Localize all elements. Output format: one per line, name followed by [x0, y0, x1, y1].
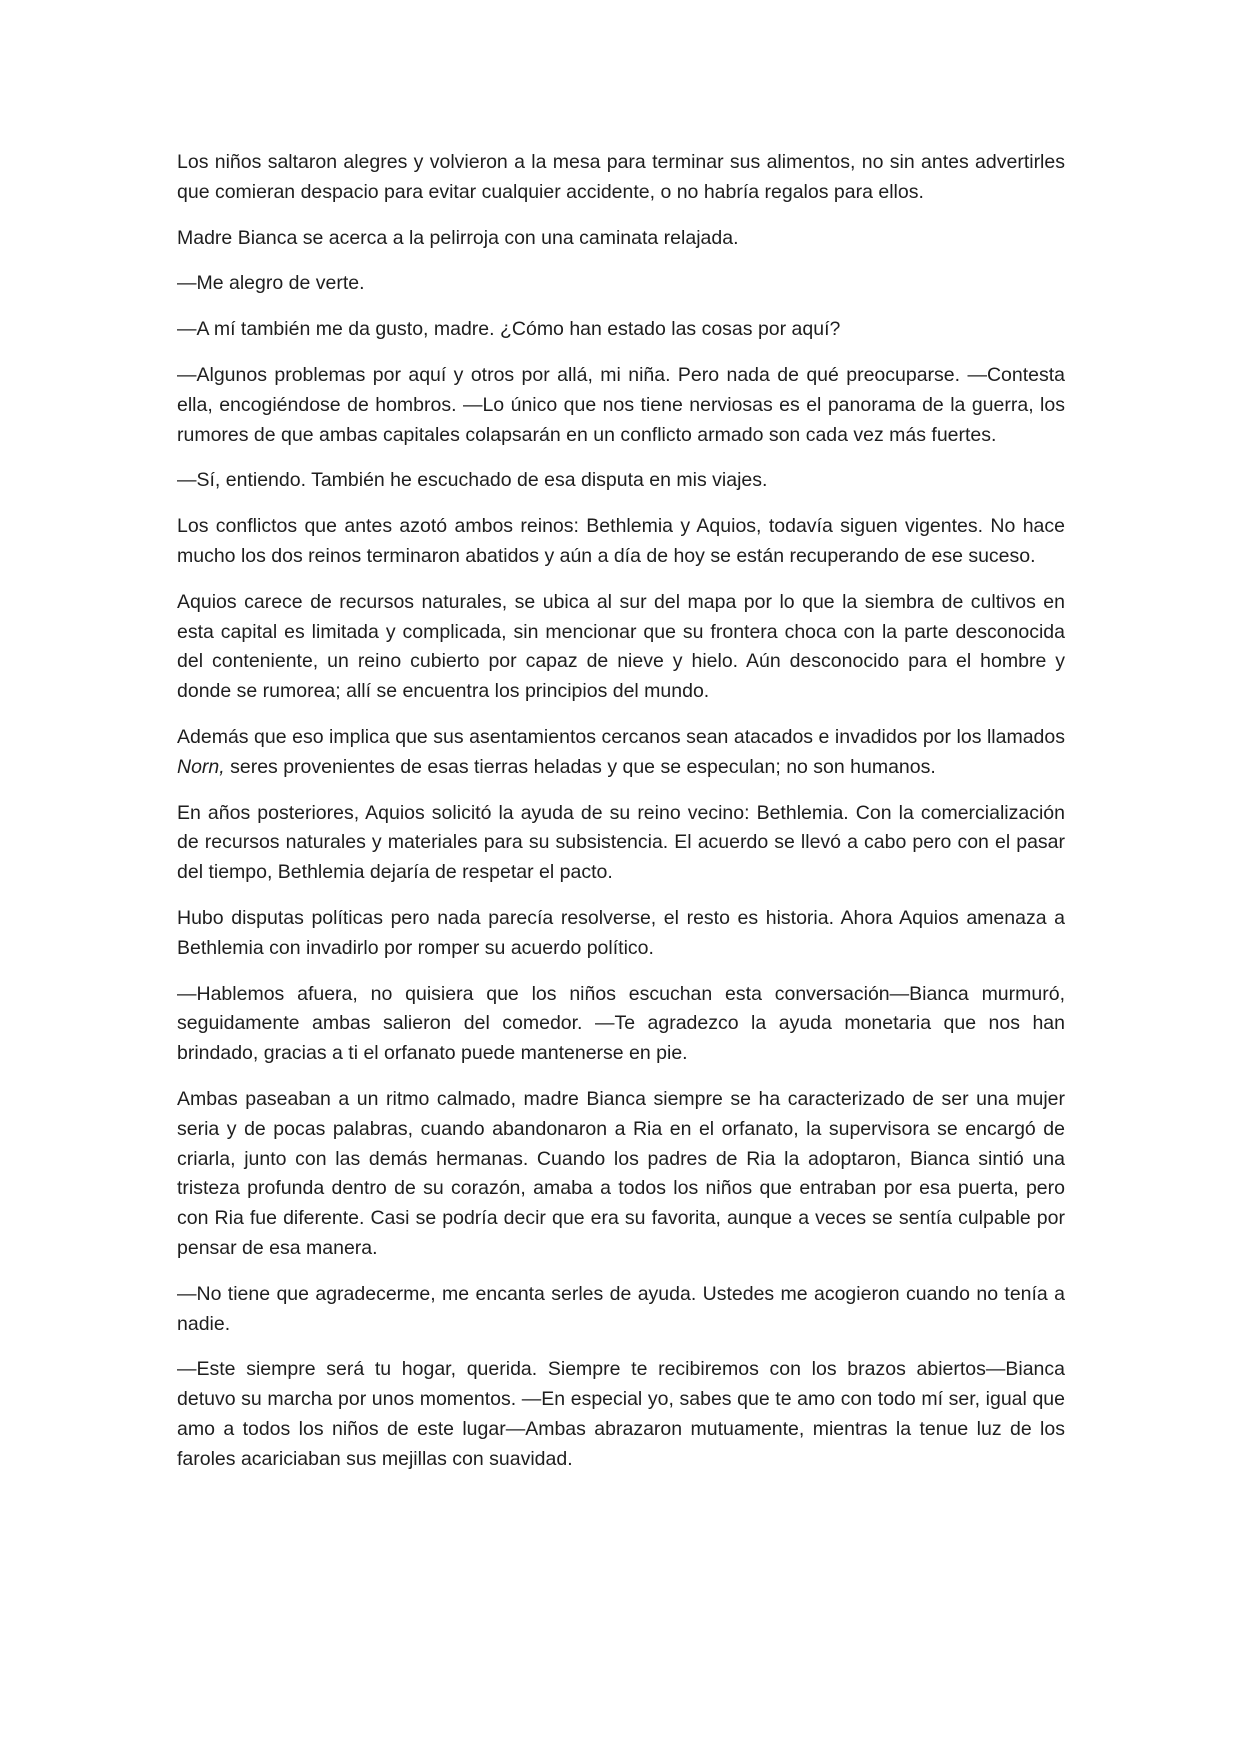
paragraph: Los niños saltaron alegres y volvieron a la mesa para terminar sus alimentos, no sin antes advertirles que comieran despacio para evitar cualquier accidente, o no habría regalos para ellos. [177, 151, 1065, 203]
paragraph: Los conflictos que antes azotó ambos reinos: Bethlemia y Aquios, todavía siguen vigentes. No hace mucho los dos reinos terminaron abatidos y aún a día de hoy se están recuperando de ese suceso. [177, 515, 1065, 567]
paragraph: —Me alegro de verte. [177, 272, 365, 295]
paragraph-text: Además que eso implica que sus asentamientos cercanos sean atacados e invadidos por los llamados [177, 725, 1065, 748]
paragraph: Ambas paseaban a un ritmo calmado, madre Bianca siempre se ha caracterizado de ser una mujer seria y de pocas palabras, cuando abandonaron a Ria en el orfanato, la supervisora se encargó de criarla, junto con las demás hermanas. Cuando los padres de Ria la adoptaron, Bianca sintió una tristeza profunda dentro de su corazón, amaba a todos los niños que entraban por esa puerta, pero con Ria fue diferente. Casi se podría decir que era su favorita, aunque a veces se sentía culpable por pensar de esa manera. [177, 1087, 1065, 1259]
paragraph: En años posteriores, Aquios solicitó la ayuda de su reino vecino: Bethlemia. Con la comercialización de recursos naturales y materiales para su subsistencia. El acuerdo se llevó a cabo pero con el pasar del tiempo, Bethlemia dejaría de respetar el pacto. [177, 801, 1065, 884]
paragraph: —A mí también me da gusto, madre. ¿Cómo han estado las cosas por aquí? [177, 318, 841, 341]
paragraph: Hubo disputas políticas pero nada parecía resolverse, el resto es historia. Ahora Aquios amenaza a Bethlemia con invadirlo por romper su acuerdo político. [177, 906, 1065, 959]
paragraph-text: seres provenientes de esas tierras heladas y que se especulan; no son humanos. [224, 755, 936, 778]
body-text [177, 148, 1065, 1474]
paragraph: —Sí, entiendo. También he escuchado de esa disputa en mis viajes. [177, 469, 768, 492]
paragraph: —Hablemos afuera, no quisiera que los niños escuchan esta conversación—Bianca murmuró, seguidamente ambas salieron del comedor. —Te agradezco la ayuda monetaria que nos han brindado, gracias a ti el orfanato puede mantenerse en pie. [177, 982, 1065, 1065]
paragraph: —Algunos problemas por aquí y otros por allá, mi niña. Pero nada de qué preocuparse. —Contesta ella, encogiéndose de hombros. —Lo único que nos tiene nerviosas es el panorama de la guerra, los rumores de que ambas capitales colapsarán en un conflicto armado son cada vez más fuertes. [177, 363, 1065, 446]
paragraph: Madre Bianca se acerca a la pelirroja con una caminata relajada. [177, 226, 739, 249]
paragraph: —Este siempre será tu hogar, querida. Siempre te recibiremos con los brazos abiertos—Bianca detuvo su marcha por unos momentos. —En especial yo, sabes que te amo con todo mí ser, igual que amo a todos los niños de este lugar—Ambas abrazaron mutuamente, mientras la tenue luz de los faroles acariciaban sus mejillas con suavidad. [177, 1358, 1065, 1470]
italic-term-norn: Norn, [177, 755, 225, 778]
paragraph: Aquios carece de recursos naturales, se ubica al sur del mapa por lo que la siembra de cultivos en esta capital es limitada y complicada, sin mencionar que su frontera choca con la parte desconocida del conteniente, un reino cubierto por capaz de nieve y hielo. Aún desconocido para el hombre y donde se rumorea; allí se encuentra los principios del mundo. [177, 590, 1065, 703]
paragraph: —No tiene que agradecerme, me encanta serles de ayuda. Ustedes me acogieron cuando no tenía a nadie. [177, 1282, 1065, 1335]
paragraph [177, 723, 1065, 783]
